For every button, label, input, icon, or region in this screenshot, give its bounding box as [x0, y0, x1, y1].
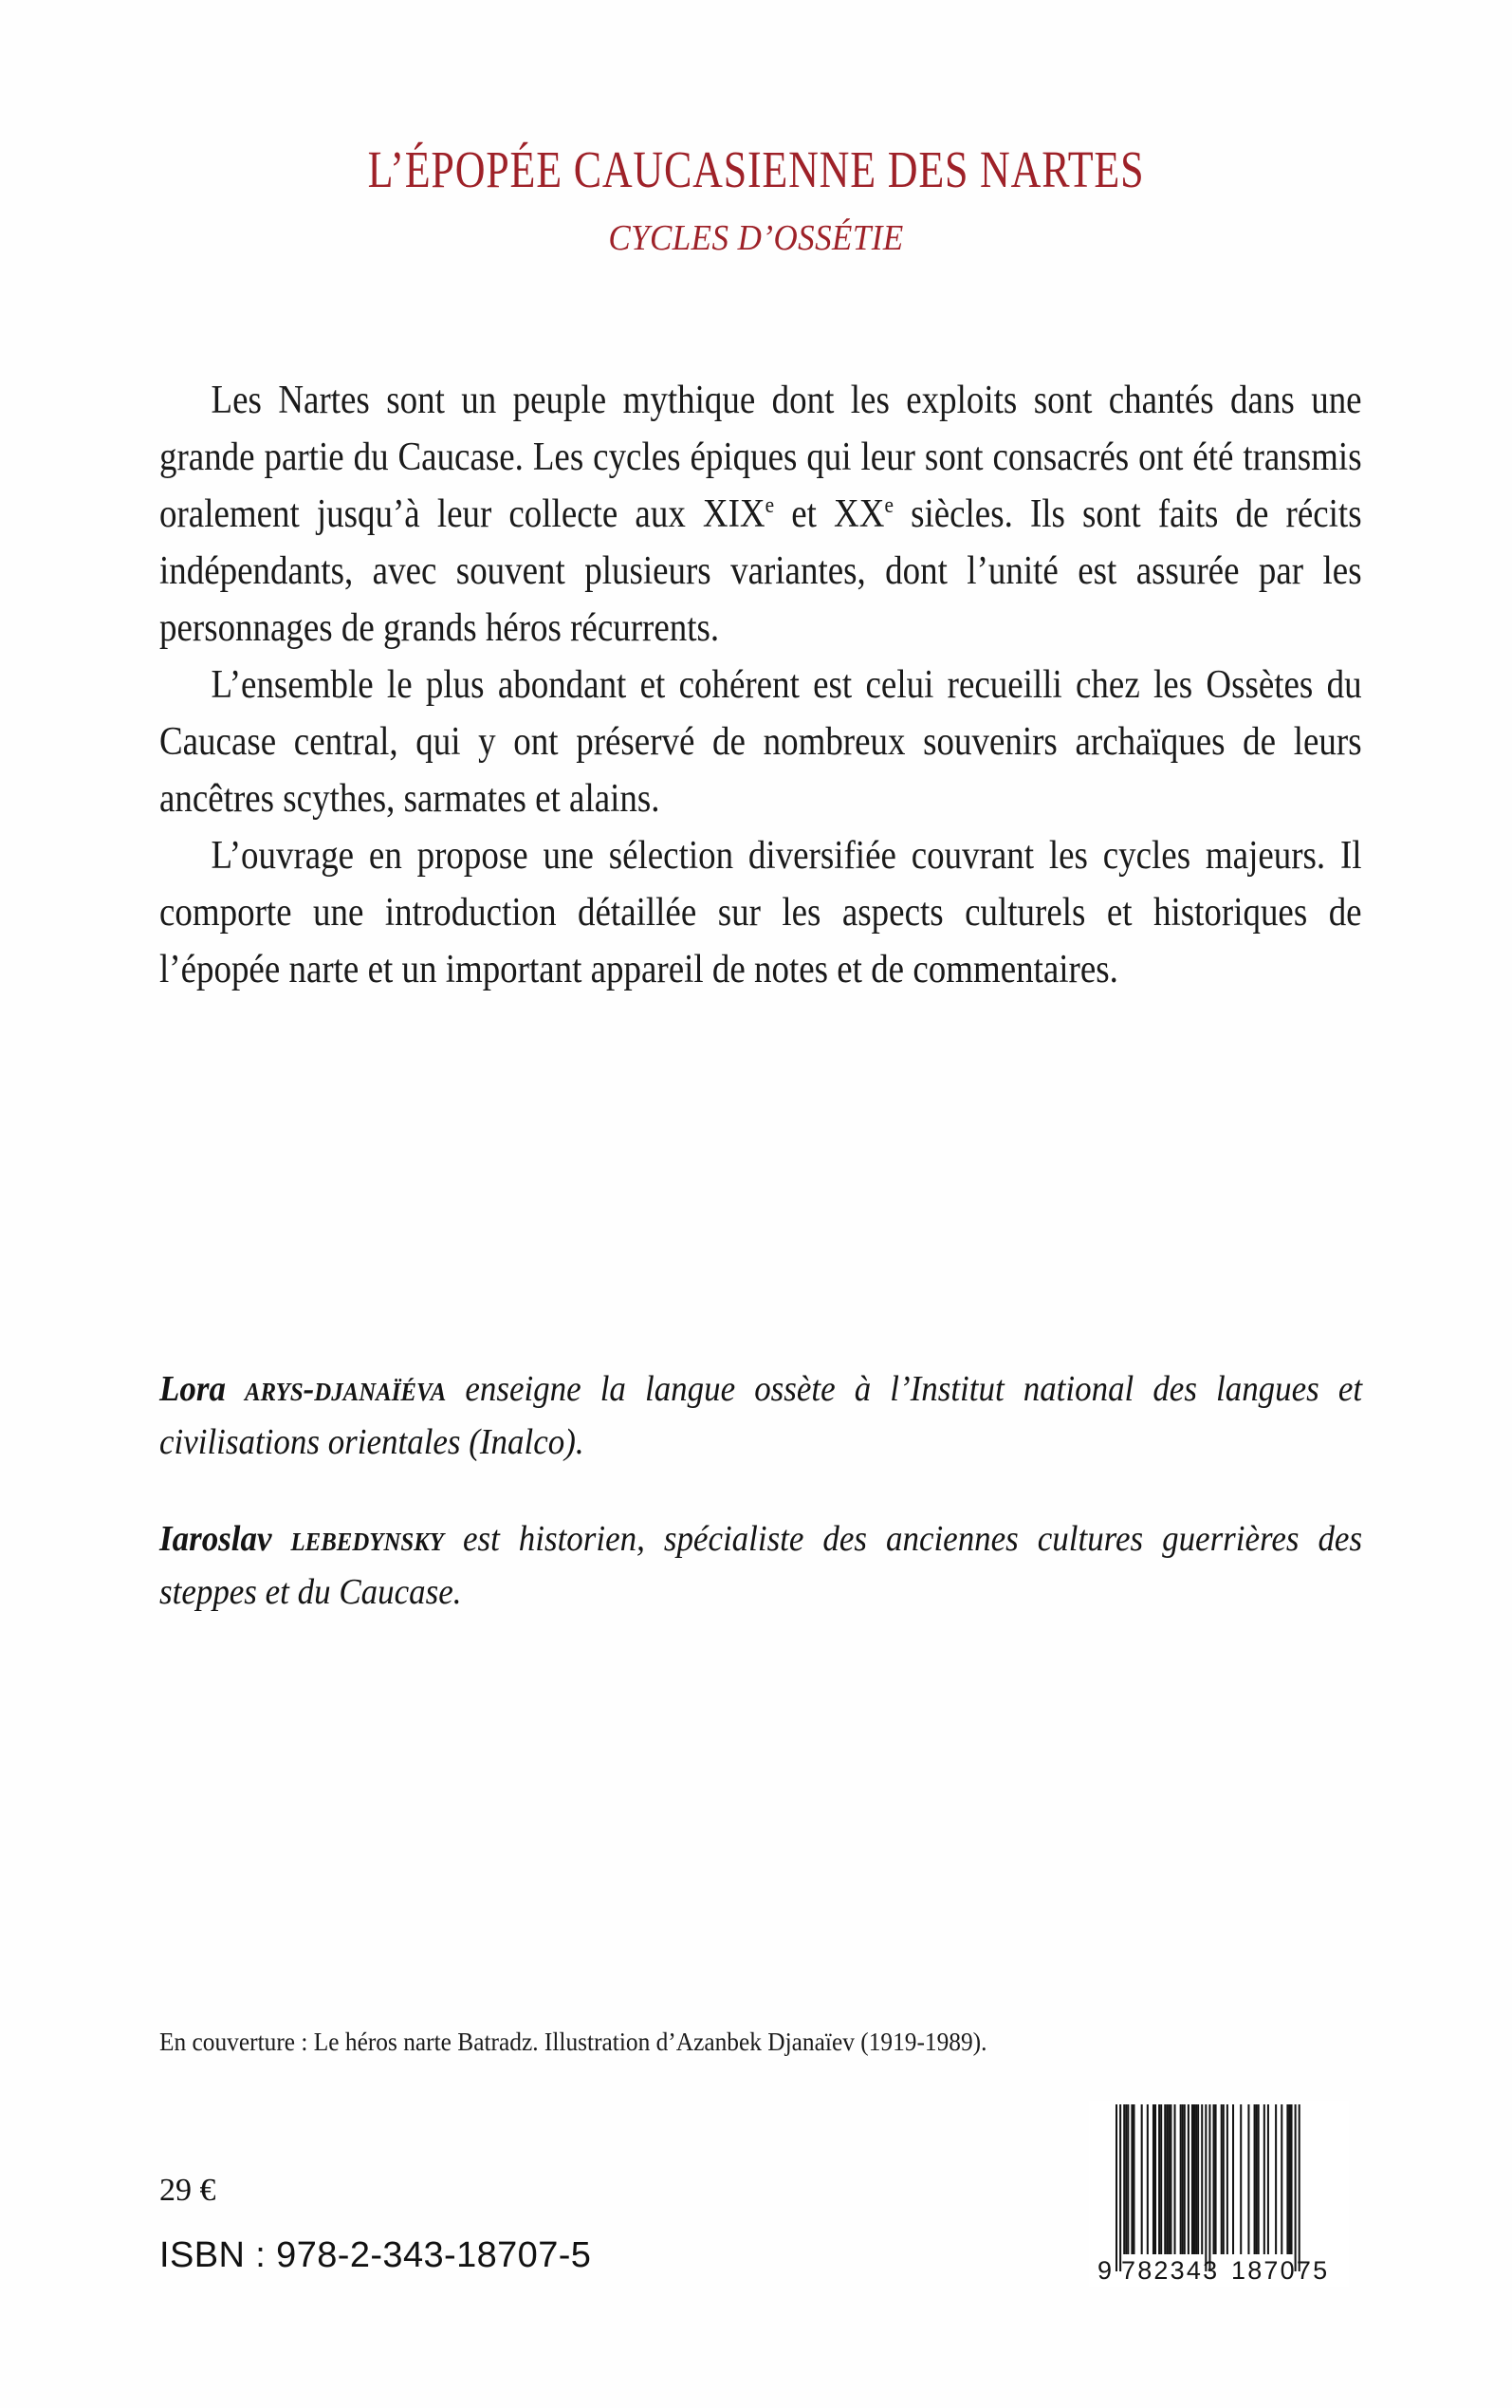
- barcode-digits: [1089, 2253, 1349, 2286]
- title-block: [0, 142, 1512, 259]
- blurb-paragraph: Les Nartes sont un peuple mythique dont les exploits sont chantés dans une grande partie du Caucase. Les cycles épiques qui leur sont consacrés ont été transmis oralement jusqu’à leur collecte aux XIXe et XXe siècles. Ils sont faits de récits indépendants, avec souvent plusieurs variantes, dont l’unité est assurée par les personnages de grands héros récurrents.: [159, 379, 1362, 650]
- barcode-digits-mid: 782343: [1121, 2256, 1220, 2285]
- author-first-name: Iaroslav: [159, 1519, 272, 1559]
- author-last-name: arys-djanaïéva: [244, 1369, 447, 1409]
- author-description: est historien, spécialiste des anciennes cultures guerrières des steppes et du Caucase.: [159, 1519, 1363, 1612]
- author-description: enseigne la langue ossète à l’Institut national des langues et civilisations orientales (Inalco).: [159, 1369, 1363, 1462]
- barcode-digit-left: 9: [1097, 2256, 1113, 2285]
- author-last-name: lebedynsky: [290, 1519, 444, 1559]
- author-first-name: Lora: [159, 1369, 226, 1409]
- blurb-paragraph: L’ouvrage en propose une sélection diversifiée couvrant les cycles majeurs. Il comporte une introduction détaillée sur les aspects culturels et historiques de l’épopée narte et un important appareil de notes et de commentaires.: [159, 834, 1362, 991]
- price-label: 29 €: [159, 2173, 216, 2208]
- cover-illustration-credit: En couverture : Le héros narte Batradz. Illustration d’Azanbek Djanaïev (1919-1989).: [159, 2028, 987, 2056]
- blurb-text: [159, 372, 1362, 998]
- author-bios: [159, 1362, 1362, 1662]
- blurb-paragraph: L’ensemble le plus abondant et cohérent est celui recueilli chez les Ossètes du Caucase central, qui y ont préservé de nombreux souvenirs archaïques de leurs ancêtres scythes, sarmates et alains.: [159, 663, 1362, 821]
- ean13-barcode: [1089, 2101, 1349, 2287]
- isbn-label: ISBN : 978-2-343-18707-5: [159, 2235, 592, 2275]
- author-bio: [159, 1362, 1362, 1469]
- author-bio: [159, 1512, 1362, 1619]
- barcode-digits-right: 187075: [1231, 2256, 1330, 2285]
- page-subtitle: CYCLES D’OSSÉTIE: [608, 218, 904, 259]
- page-title: L’ÉPOPÉE CAUCASIENNE DES NARTES: [367, 140, 1145, 198]
